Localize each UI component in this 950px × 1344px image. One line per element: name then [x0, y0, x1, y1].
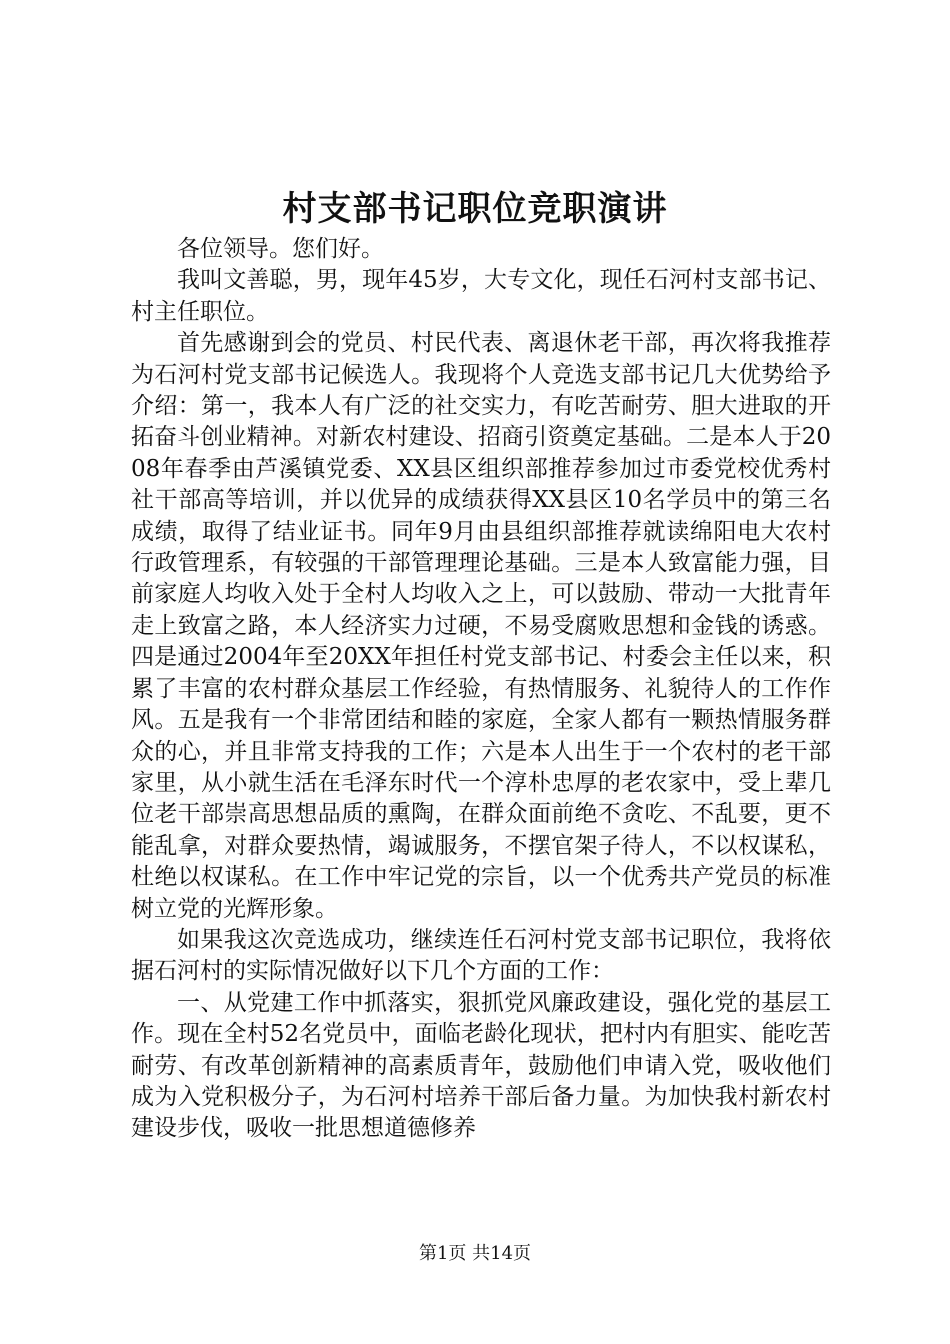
- paragraph-self-introduction: 我叫文善聪，男，现年45岁，大专文化，现任石河村支部书记、村主任职位。: [131, 267, 831, 325]
- page-number: 第1页 共14页: [418, 1243, 532, 1264]
- paragraph-party-building: 一、从党建工作中抓落实，狠抓党风廉政建设，强化党的基层工作。现在全村52名党员中，面临老龄化现状，把村内有胆实、能吃苦耐劳、有改革创新精神的高素质青年，鼓励他们申请入党，吸收他们成为入党积极分子，为石河村培养干部后备力量。为加快我村新农村建设步伐，吸收一批思想道德修养: [131, 989, 831, 1142]
- paragraph-commitment: 如果我这次竞选成功，继续连任石河村党支部书记职位，我将依据石河村的实际情况做好以下几个方面的工作：: [131, 926, 831, 985]
- paragraph-greeting: 各位领导。您们好。: [177, 236, 384, 262]
- paragraph-advantages: 首先感谢到会的党员、村民代表、离退休老干部，再次将我推荐为石河村党支部书记候选人。我现将个人竞选支部书记几大优势给予介绍：第一，我本人有广泛的社交实力，有吃苦耐劳、胆大进取的开拓奋斗创业精神。对新农村建设、招商引资奠定基础。二是本人于2008年春季由芦溪镇党委、XX县区组织部推荐参加过市委党校优秀村社干部高等培训，并以优异的成绩获得XX县区10名学员中的第三名成绩，取得了结业证书。同年9月由县组织部推荐就读绵阳电大农村行政管理系，有较强的干部管理理论基础。三是本人致富能力强，目前家庭人均收入处于全村人均收入之上，可以鼓励、带动一大批青年走上致富之路，本人经济实力过硬，不易受腐败思想和金钱的诱惑。四是通过2004年至20XX年担任村党支部书记、村委会主任以来，积累了丰富的农村群众基层工作经验，有热情服务、礼貌待人的工作作风。五是我有一个非常团结和睦的家庭，全家人都有一颗热情服务群众的心，并且非常支持我的工作；六是本人出生于一个农村的老干部家里，从小就生活在毛泽东时代一个淳朴忠厚的老农家中，受上辈几位老干部崇高思想品质的熏陶，在群众面前绝不贪吃、不乱要，更不能乱拿，对群众要热情，竭诚服务，不摆官架子待人，不以权谋私，杜绝以权谋私。在工作中牢记党的宗旨，以一个优秀共产党员的标准树立党的光辉形象。: [131, 330, 831, 922]
- document-body: [131, 234, 831, 1145]
- document-title: 村支部书记职位竞职演讲: [282, 189, 668, 229]
